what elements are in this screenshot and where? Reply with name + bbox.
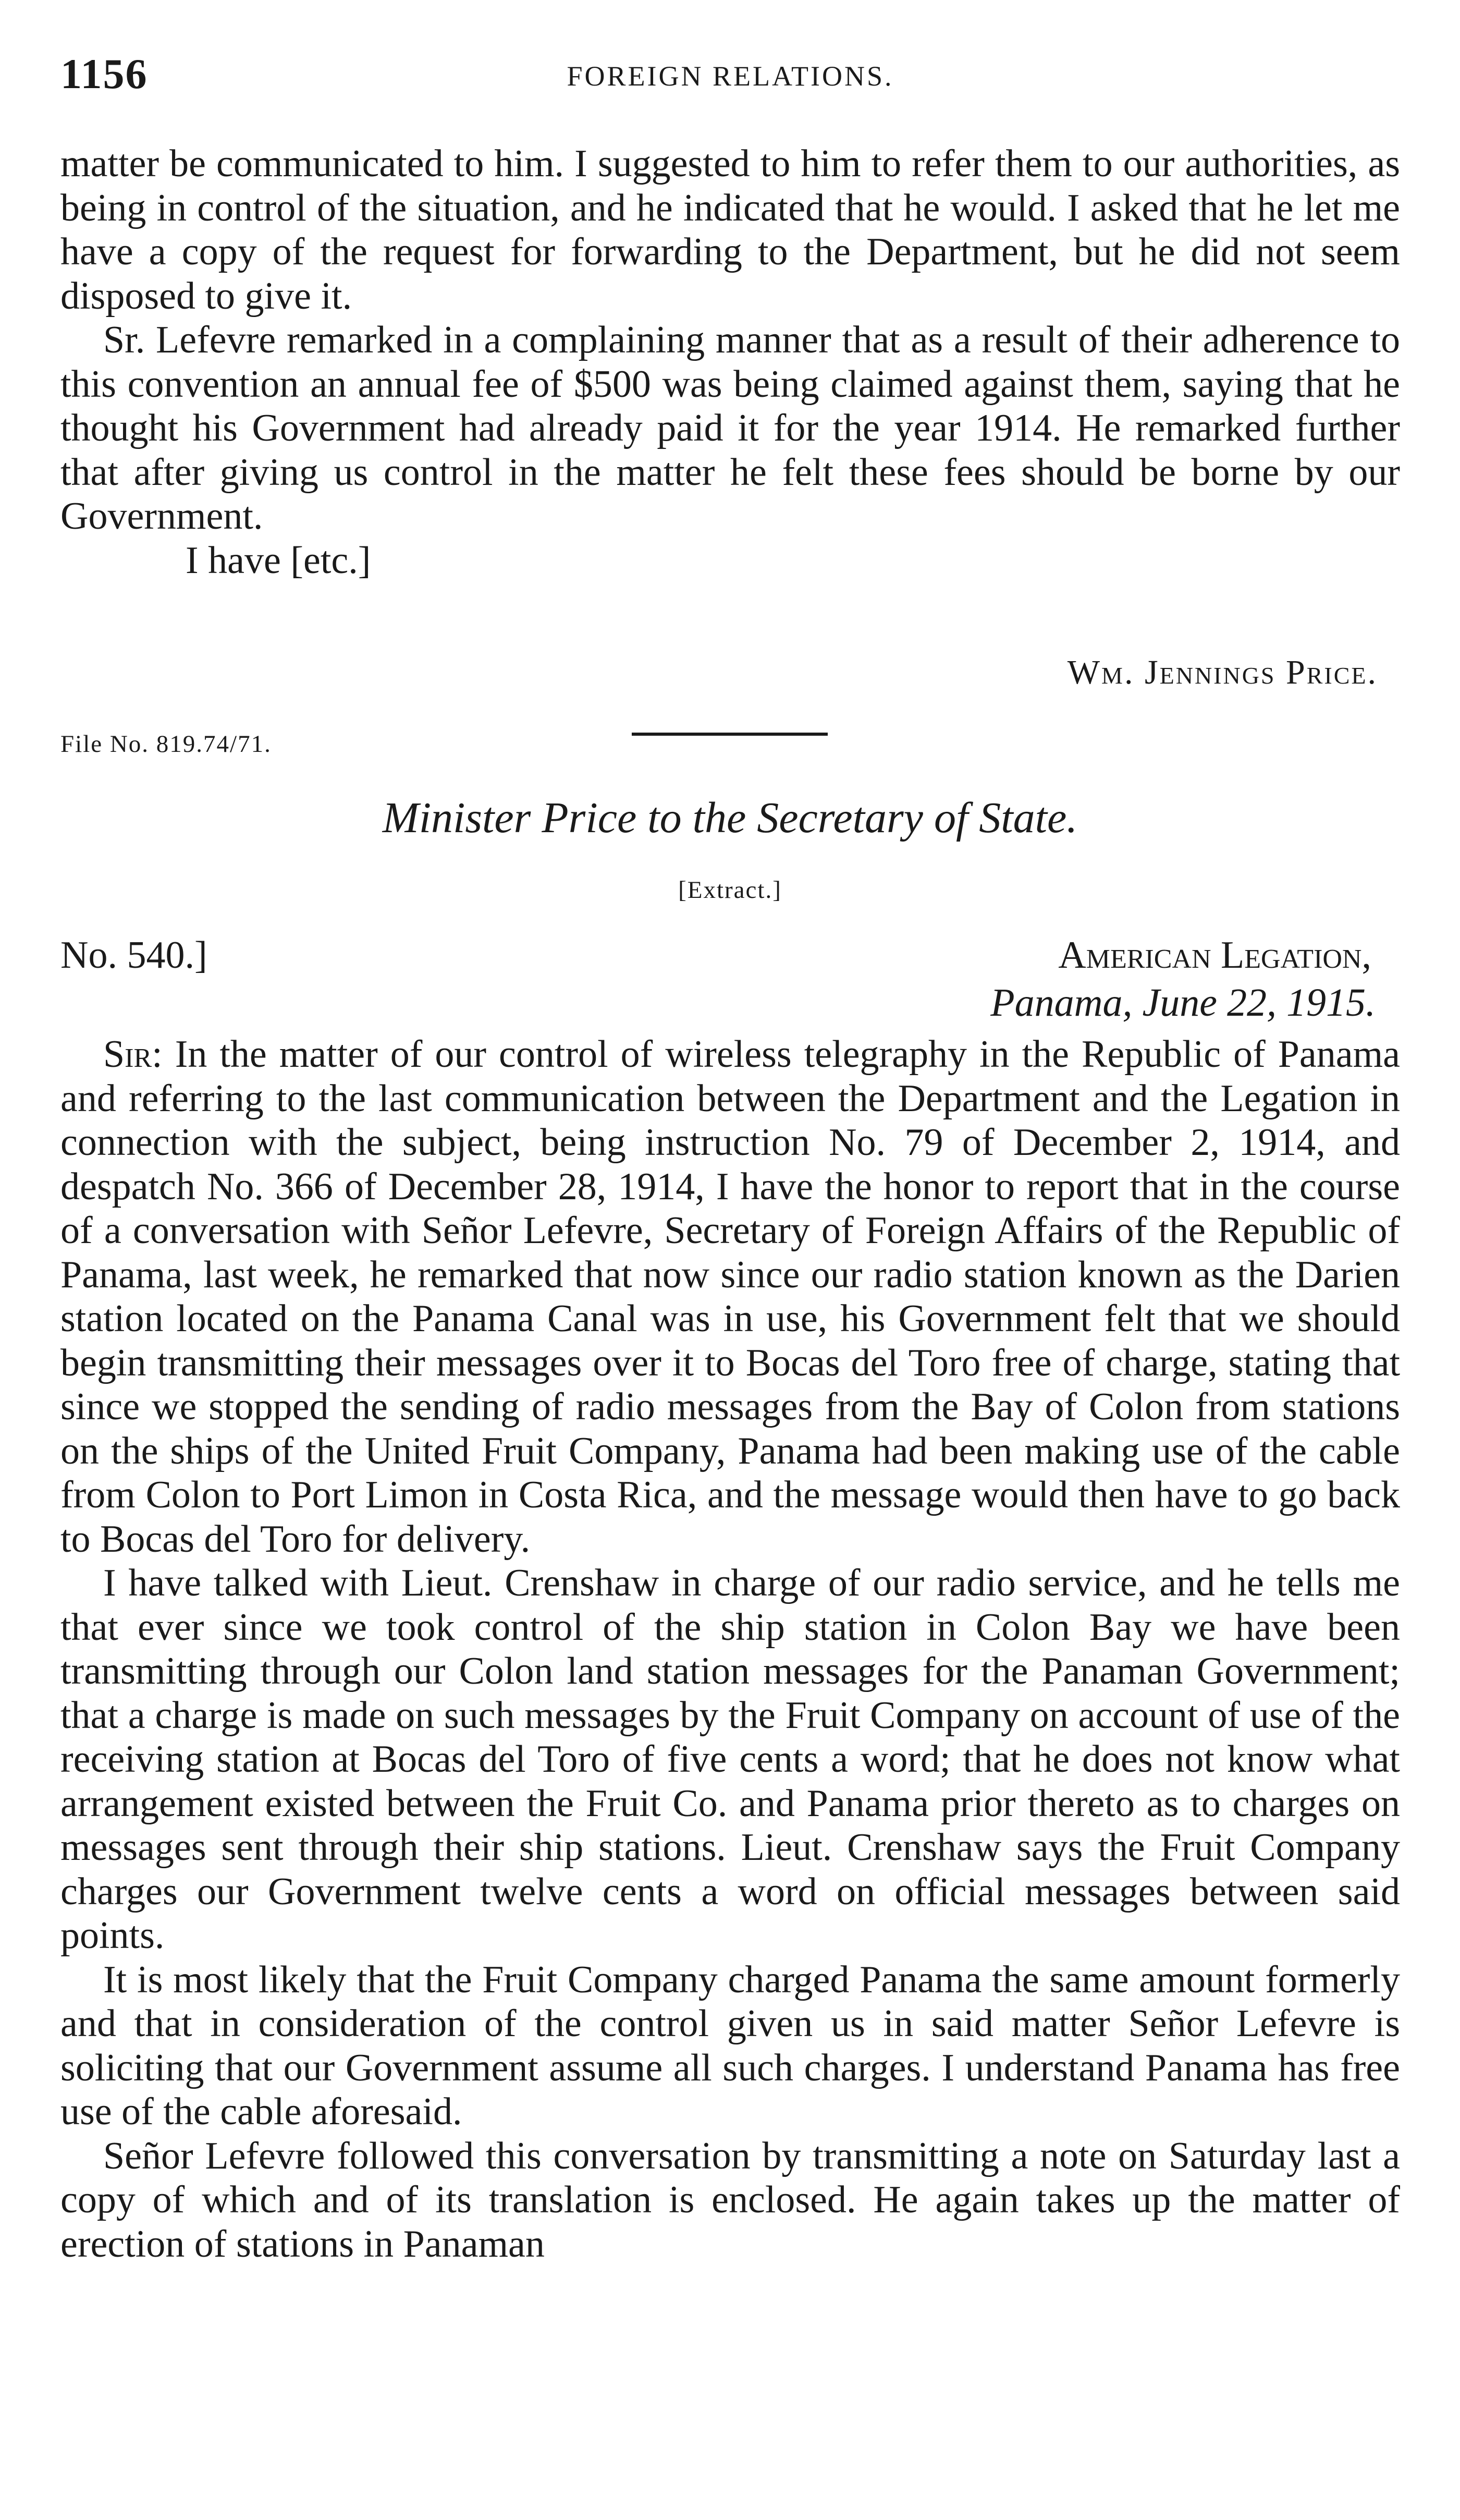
continuation-text (60, 142, 1400, 582)
extract-note: [Extract.] (678, 876, 782, 904)
closing-line: I have [etc.] (186, 539, 371, 582)
legation-heading: American Legation, (1058, 934, 1371, 977)
paragraph (60, 1032, 1400, 1561)
paragraph-text: In the matter of our control of wireless telegraphy in the Republic of Panama and referring to the last communication between the Department and the Legation in connection with the subject, being instruction No. 79 of December 2, 1914, and despatch No. 366 of December 28, 1914, I have the honor to report that in the course of a conversation with Señor Lefevre, Secretary of Foreign Affairs of the Republic of Panama, last week, he remarked that now since our radio station known as the Darien station located on the Panama Canal was in use, his Government felt that we should begin transmitting their messages over it to Bocas del Toro free of charge, stating that since we stopped the sending of radio messages from the Bay of Colon from stations on the ships of the United Fruit Company, Panama had been making use of the cable from Colon to Port Limon in Costa Rica, and the message would then have to go back to Bocas del Toro for delivery. (60, 1033, 1400, 1561)
section-divider (632, 733, 828, 736)
document-title: Minister Price to the Secretary of State. (382, 794, 1078, 842)
page-header (60, 50, 1400, 107)
signature: Wm. Jennings Price. (1067, 653, 1378, 691)
paragraph: Sr. Lefevre remarked in a complaining manner that as a result of their adherence to this convention an annual fee of $500 was being claimed against them, saying that he thought his Government had already paid it for the year 1914. He remarked further that after giving us control in the matter he felt these fees should be borne by our Government. (60, 319, 1400, 538)
place-date: Panama, June 22, 1915. (990, 981, 1376, 1025)
paragraph: Señor Lefevre followed this conversation by transmitting a note on Saturday last a copy of which and of its translation is enclosed. He again takes up the matter of erection of stations in Panaman (60, 2134, 1400, 2266)
page-number: 1156 (60, 50, 148, 98)
paragraph: It is most likely that the Fruit Company charged Panama the same amount formerly and that in consideration of the control given us in said matter Señor Lefevre is soliciting that our Government assume all such charges. I understand Panama has free use of the cable aforesaid. (60, 1958, 1400, 2133)
despatch-number: No. 540.] (60, 934, 207, 977)
paragraph: I have talked with Lieut. Crenshaw in charge of our radio service, and he tells me that ever since we took control of the ship station in Colon Bay we have been transmitting through our Colon land station messages for the Panaman Government; that a charge is made on such messages by the Fruit Company on account of use of the receiving station at Bocas del Toro of five cents a word; that he does not know what arrangement existed between the Fruit Co. and Panama prior thereto as to charges on messages sent through their ship stations. Lieut. Crenshaw says the Fruit Company charges our Government twelve cents a word on official messages between said points. (60, 1562, 1400, 1957)
paragraph: matter be communicated to him. I suggested to him to refer them to our authorities, as being in control of the situation, and he indicated that he would. I asked that he let me have a copy of the request for forwarding to the Department, but he did not seem disposed to give it. (60, 142, 1400, 318)
file-number: File No. 819.74/71. (60, 731, 272, 758)
running-head: FOREIGN RELATIONS. (567, 60, 894, 92)
despatch-body (60, 1032, 1400, 2266)
salutation: Sir: (103, 1033, 163, 1076)
